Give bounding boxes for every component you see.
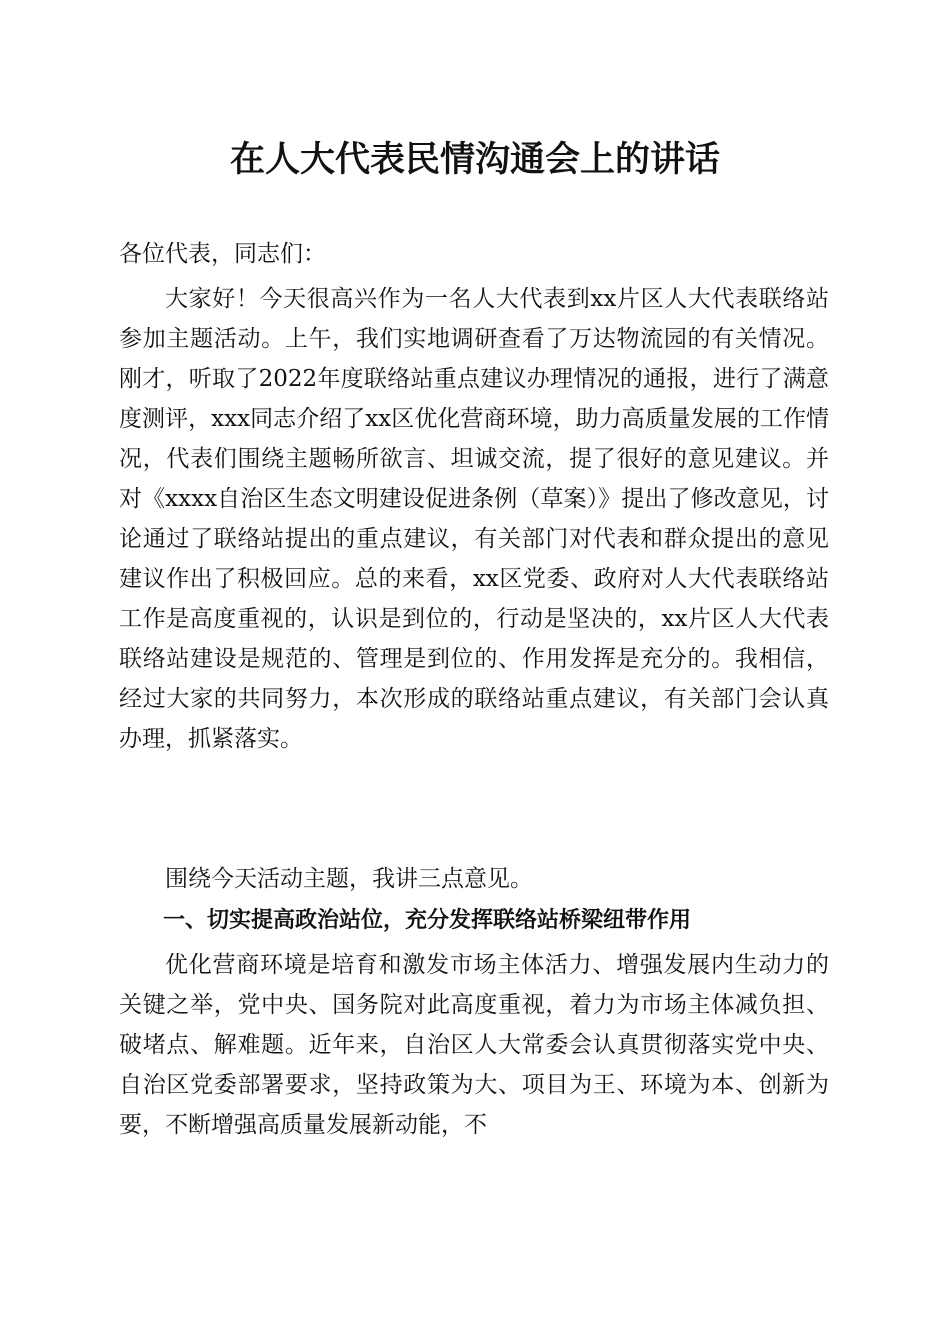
section-heading-1: 一、切实提高政治站位，充分发挥联络站桥梁纽带作用: [163, 908, 692, 933]
document-title: 在人大代表民情沟通会上的讲话: [229, 139, 720, 180]
salutation: 各位代表，同志们：: [119, 241, 326, 267]
opening-paragraph: 大家好！今天很高兴作为一名人大代表到xx片区人大代表联络站参加主题活动。上午，我们实地调研查看了万达物流园的有关情况。刚才，听取了2022年度联络站重点建议办理情况的通报，进行了满意度测评，xxx同志介绍了xx区优化营商环境，助力高质量发展的工作情况，代表们围绕主题畅所欲言、坦诚交流，提了很好的意见建议。并对《xxxx自治区生态文明建设促进条例（草案）》提出了修改意见，讨论通过了联络站提出的重点建议，有关部门对代表和群众提出的意见建议作出了积极回应。总的来看，xx区党委、政府对人大代表联络站工作是高度重视的，认识是到位的，行动是坚决的，xx片区人大代表联络站建设是规范的、管理是到位的、作用发挥是充分的。我相信，经过大家的共同努力，本次形成的联络站重点建议，有关部门会认真办理，抓紧落实。: [119, 286, 829, 752]
section-paragraph-1: 优化营商环境是培育和激发市场主体活力、增强发展内生动力的关键之举，党中央、国务院对此高度重视，着力为市场主体减负担、破堵点、解难题。近年来，自治区人大常委会认真贯彻落实党中央、自治区党委部署要求，坚持政策为大、项目为王、环境为本、创新为要，不断增强高质量发展新动能，不: [119, 952, 829, 1138]
transition-paragraph: 围绕今天活动主题，我讲三点意见。: [165, 866, 533, 892]
